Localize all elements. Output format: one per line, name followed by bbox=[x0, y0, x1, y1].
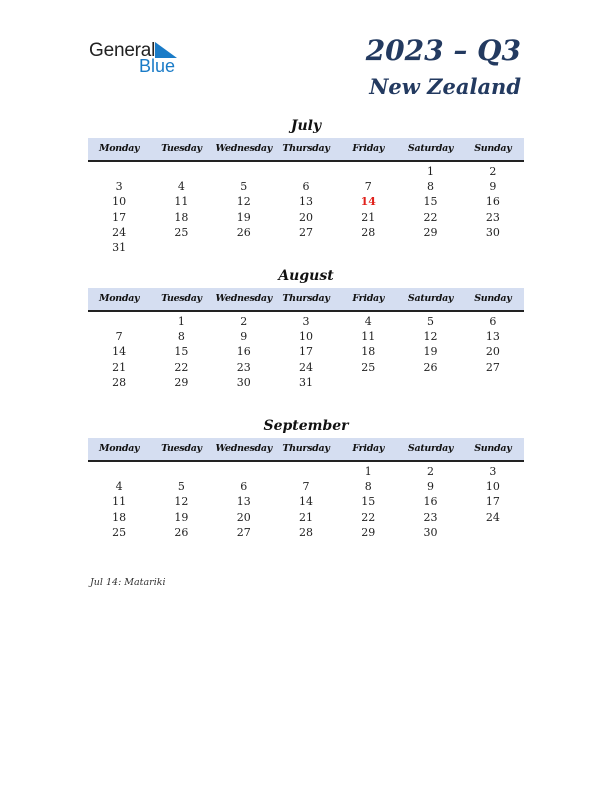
day-cell: 28 bbox=[361, 225, 376, 239]
day-cell: 22 bbox=[423, 210, 438, 224]
day-cell: 29 bbox=[361, 525, 376, 539]
weekday-label: Tuesday bbox=[161, 293, 202, 304]
day-cell: 15 bbox=[361, 495, 376, 509]
day-cell: 1 bbox=[177, 315, 185, 328]
empty-day-cell bbox=[399, 375, 461, 390]
weekday-label: Thursday bbox=[282, 443, 330, 454]
week-row bbox=[88, 179, 524, 194]
day-cell: 21 bbox=[361, 210, 376, 224]
weekday-label: Saturday bbox=[407, 293, 454, 304]
empty-day-cell bbox=[462, 375, 524, 390]
weekday-label: Wednesday bbox=[215, 143, 272, 154]
day-cell: 7 bbox=[364, 180, 372, 194]
day-cell: 28 bbox=[298, 525, 313, 539]
weekday-header bbox=[88, 138, 524, 162]
day-cell: 4 bbox=[177, 180, 185, 194]
day-cell: 2 bbox=[489, 165, 497, 178]
day-cell: 10 bbox=[298, 330, 313, 344]
day-cell: 3 bbox=[115, 180, 123, 194]
logo-general-text: General bbox=[89, 40, 156, 61]
weekday-label: Sunday bbox=[474, 293, 512, 304]
day-cell: 11 bbox=[112, 495, 127, 509]
empty-day-cell bbox=[337, 375, 399, 390]
weekday-header bbox=[88, 288, 524, 312]
weekday-label: Friday bbox=[352, 143, 385, 154]
day-cell: 4 bbox=[364, 315, 372, 328]
week-row bbox=[88, 344, 524, 359]
day-cell: 7 bbox=[302, 480, 310, 494]
empty-day-cell bbox=[337, 240, 399, 255]
month-name: July bbox=[290, 118, 322, 134]
day-cell: 22 bbox=[361, 510, 376, 524]
day-cell: 17 bbox=[298, 345, 313, 359]
day-cell: 6 bbox=[489, 315, 497, 328]
day-cell: 17 bbox=[485, 495, 500, 509]
day-cell: 11 bbox=[174, 195, 189, 209]
day-cell: 18 bbox=[174, 210, 189, 224]
empty-day-cell bbox=[88, 164, 150, 179]
day-cell: 27 bbox=[485, 360, 500, 374]
day-cell: 9 bbox=[489, 180, 497, 194]
empty-day-cell bbox=[275, 164, 337, 179]
day-cell: 7 bbox=[115, 330, 123, 344]
day-cell: 17 bbox=[112, 210, 127, 224]
week-row bbox=[88, 225, 524, 240]
weekday-label: Tuesday bbox=[161, 443, 202, 454]
day-cell: 1 bbox=[364, 465, 372, 478]
day-cell: 25 bbox=[361, 360, 376, 374]
day-cell: 11 bbox=[361, 330, 376, 344]
week-row bbox=[88, 194, 524, 209]
week-row bbox=[88, 525, 524, 540]
empty-day-cell bbox=[275, 464, 337, 479]
day-cell: 27 bbox=[236, 525, 251, 539]
week-row bbox=[88, 510, 524, 525]
empty-day-cell bbox=[150, 240, 212, 255]
empty-day-cell bbox=[213, 240, 275, 255]
week-row bbox=[88, 479, 524, 494]
day-cell: 8 bbox=[177, 330, 185, 344]
month-name: August bbox=[278, 268, 334, 284]
day-cell: 5 bbox=[427, 315, 435, 328]
empty-day-cell bbox=[150, 164, 212, 179]
calendar-grid bbox=[88, 164, 524, 255]
weekday-label: Monday bbox=[99, 143, 140, 154]
day-cell: 12 bbox=[236, 195, 251, 209]
day-cell: 19 bbox=[423, 345, 438, 359]
day-cell: 26 bbox=[236, 225, 251, 239]
day-cell: 4 bbox=[115, 480, 123, 494]
week-row bbox=[88, 329, 524, 344]
week-row bbox=[88, 164, 524, 179]
empty-day-cell bbox=[399, 240, 461, 255]
day-cell: 18 bbox=[361, 345, 376, 359]
weekday-label: Wednesday bbox=[215, 443, 272, 454]
day-cell: 25 bbox=[112, 525, 127, 539]
weekday-label: Sunday bbox=[474, 443, 512, 454]
weekday-header bbox=[88, 438, 524, 462]
empty-day-cell bbox=[337, 164, 399, 179]
month-name: September bbox=[263, 418, 349, 434]
day-cell: 14 bbox=[298, 495, 313, 509]
empty-day-cell bbox=[275, 240, 337, 255]
day-cell: 2 bbox=[427, 465, 435, 478]
day-cell: 13 bbox=[236, 495, 251, 509]
empty-day-cell bbox=[150, 464, 212, 479]
day-cell: 6 bbox=[302, 180, 310, 194]
day-cell: 20 bbox=[298, 210, 313, 224]
day-cell: 31 bbox=[112, 240, 127, 254]
weekday-label: Monday bbox=[99, 443, 140, 454]
day-cell: 23 bbox=[423, 510, 438, 524]
day-cell: 1 bbox=[427, 165, 435, 178]
day-cell: 3 bbox=[489, 465, 497, 478]
holiday-note: Jul 14: Matariki bbox=[90, 577, 166, 588]
weekday-label: Monday bbox=[99, 293, 140, 304]
weekday-label: Friday bbox=[352, 443, 385, 454]
day-cell: 28 bbox=[112, 375, 127, 389]
day-cell: 13 bbox=[298, 195, 313, 209]
week-row bbox=[88, 210, 524, 225]
day-cell: 20 bbox=[485, 345, 500, 359]
holiday-day-cell: 14 bbox=[360, 195, 376, 209]
day-cell: 26 bbox=[174, 525, 189, 539]
empty-day-cell bbox=[462, 525, 524, 540]
empty-day-cell bbox=[88, 464, 150, 479]
day-cell: 8 bbox=[364, 480, 372, 494]
empty-day-cell bbox=[213, 164, 275, 179]
day-cell: 29 bbox=[423, 225, 438, 239]
day-cell: 21 bbox=[112, 360, 127, 374]
day-cell: 30 bbox=[236, 375, 251, 389]
day-cell: 24 bbox=[485, 510, 500, 524]
empty-day-cell bbox=[88, 314, 150, 329]
day-cell: 15 bbox=[423, 195, 438, 209]
weekday-label: Saturday bbox=[407, 143, 454, 154]
page-subtitle: New Zealand bbox=[369, 74, 521, 99]
day-cell: 6 bbox=[240, 480, 248, 494]
day-cell: 14 bbox=[112, 345, 127, 359]
day-cell: 26 bbox=[423, 360, 438, 374]
day-cell: 12 bbox=[174, 495, 189, 509]
day-cell: 19 bbox=[236, 210, 251, 224]
day-cell: 9 bbox=[427, 480, 435, 494]
month-july bbox=[88, 116, 524, 255]
day-cell: 22 bbox=[174, 360, 189, 374]
calendar-grid bbox=[88, 314, 524, 390]
weekday-label: Thursday bbox=[282, 143, 330, 154]
day-cell: 16 bbox=[423, 495, 438, 509]
day-cell: 15 bbox=[174, 345, 189, 359]
day-cell: 5 bbox=[177, 480, 185, 494]
week-row bbox=[88, 360, 524, 375]
day-cell: 19 bbox=[174, 510, 189, 524]
day-cell: 5 bbox=[240, 180, 248, 194]
week-row bbox=[88, 464, 524, 479]
week-row bbox=[88, 375, 524, 390]
weekday-label: Sunday bbox=[474, 143, 512, 154]
day-cell: 8 bbox=[427, 180, 435, 194]
day-cell: 13 bbox=[485, 330, 500, 344]
day-cell: 2 bbox=[240, 315, 248, 328]
empty-day-cell bbox=[213, 464, 275, 479]
calendar-grid bbox=[88, 464, 524, 540]
day-cell: 21 bbox=[298, 510, 313, 524]
day-cell: 30 bbox=[485, 225, 500, 239]
day-cell: 9 bbox=[240, 330, 248, 344]
day-cell: 24 bbox=[298, 360, 313, 374]
weekday-label: Tuesday bbox=[161, 143, 202, 154]
month-september bbox=[88, 416, 524, 540]
weekday-label: Wednesday bbox=[215, 293, 272, 304]
day-cell: 10 bbox=[112, 195, 127, 209]
empty-day-cell bbox=[462, 240, 524, 255]
day-cell: 3 bbox=[302, 315, 310, 328]
logo bbox=[89, 40, 189, 76]
day-cell: 31 bbox=[298, 375, 313, 389]
page-title: 2023 – Q3 bbox=[365, 34, 521, 67]
day-cell: 18 bbox=[112, 510, 127, 524]
week-row bbox=[88, 240, 524, 255]
week-row bbox=[88, 494, 524, 509]
weekday-label: Saturday bbox=[407, 443, 454, 454]
month-august bbox=[88, 266, 524, 390]
week-row bbox=[88, 314, 524, 329]
weekday-label: Thursday bbox=[282, 293, 330, 304]
day-cell: 10 bbox=[485, 480, 500, 494]
day-cell: 16 bbox=[485, 195, 500, 209]
day-cell: 20 bbox=[236, 510, 251, 524]
day-cell: 23 bbox=[485, 210, 500, 224]
day-cell: 16 bbox=[236, 345, 251, 359]
logo-blue-text: Blue bbox=[139, 56, 176, 76]
day-cell: 30 bbox=[423, 525, 438, 539]
day-cell: 27 bbox=[298, 225, 313, 239]
weekday-label: Friday bbox=[352, 293, 385, 304]
day-cell: 25 bbox=[174, 225, 189, 239]
day-cell: 23 bbox=[236, 360, 251, 374]
day-cell: 24 bbox=[112, 225, 127, 239]
day-cell: 29 bbox=[174, 375, 189, 389]
day-cell: 12 bbox=[423, 330, 438, 344]
